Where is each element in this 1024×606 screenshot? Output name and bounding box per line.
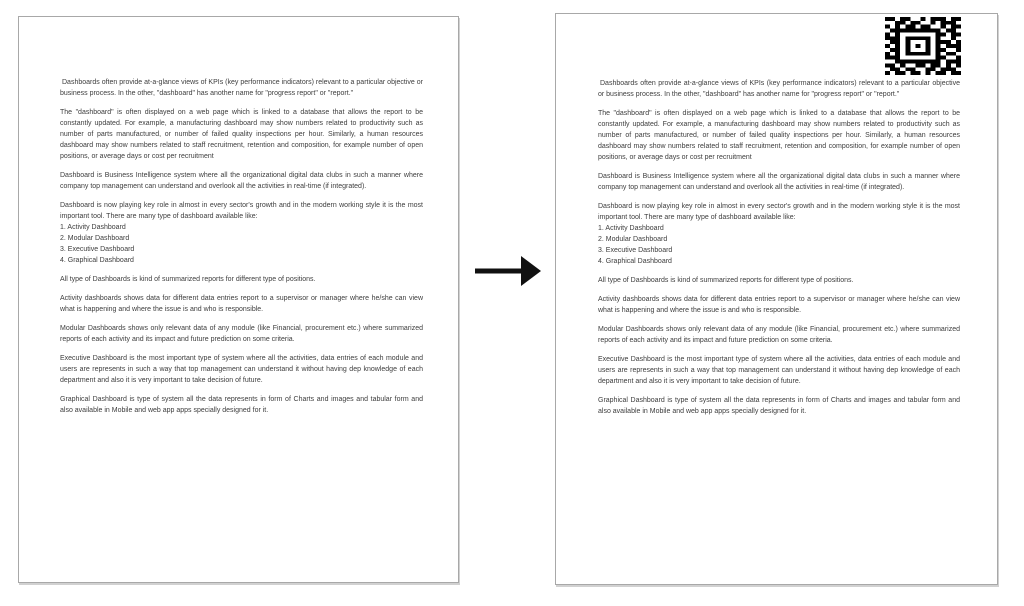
paragraph: All type of Dashboards is kind of summarized reports for different type of positions. (598, 277, 854, 284)
paragraph: Graphical Dashboard is type of system all the data represents in form of Charts and images and tabular form and also available in Mobile and web app apps specially designed for it. (60, 396, 423, 414)
list-line: 4. Graphical Dashboard (60, 257, 134, 264)
paragraph: Graphical Dashboard is type of system all the data represents in form of Charts and images and tabular form and also available in Mobile and web app apps specially designed for it. (598, 397, 960, 415)
list-line: 2. Modular Dashboard (60, 235, 130, 242)
paragraph: Dashboards often provide at-a-glance views of KPIs (key performance indicators) relevant to a particular objective or business process. In the other, "dashboard" has another name for "progress report" or "report." (598, 80, 960, 98)
document-text-before (60, 77, 423, 424)
paragraph: Activity dashboards shows data for different data entries report to a supervisor or manager where he/she can view what is happening and where the issue is and who is responsible. (60, 295, 423, 313)
paragraph: Dashboard is Business Intelligence system where all the organizational digital data clubs in such a manner where company top management can understand and overlook all the activities in real-time (if integrated). (60, 172, 423, 190)
paragraph: Dashboard is now playing key role in almost in every sector's growth and in the modern working style it is the most important tool. There are many type of dashboard available like: (598, 203, 960, 221)
paragraph: Activity dashboards shows data for different data entries report to a supervisor or manager where he/she can view what is happening and where the issue is and who is responsible. (598, 296, 960, 314)
list-line: 1. Activity Dashboard (60, 224, 126, 231)
paragraph: Dashboard is now playing key role in almost in every sector's growth and in the modern working style it is the most important tool. There are many type of dashboard available like: (60, 202, 423, 220)
aztec-barcode (885, 17, 961, 75)
paragraph: The "dashboard" is often displayed on a web page which is linked to a database that allows the report to be constantly updated. For example, a manufacturing dashboard may show numbers related to productivity such as number of parts manufactured, or number of failed quality inspections per hour. Similarly, a human resources dashboard may show numbers related to staff recruitment, retention and composition, for example number of open positions, or average days or cost per recruitment (60, 109, 423, 160)
paragraph: Modular Dashboards shows only relevant data of any module (like Financial, procurement etc.) where summarized reports of each activity and its impact and future prediction on some criteria. (598, 326, 960, 344)
paragraph: Executive Dashboard is the most important type of system where all the activities, data entries of each module and users are represents in such a way that top management can understand it without having dep knowledge of each department and also it is very important to take decision of future. (598, 356, 960, 385)
list-line: 3. Executive Dashboard (598, 247, 673, 254)
list-line: 4. Graphical Dashboard (598, 258, 672, 265)
page-after (555, 13, 998, 585)
paragraph: Dashboard is Business Intelligence system where all the organizational digital data clubs in such a manner where company top management can understand and overlook all the activities in real-time (if integrated). (598, 173, 960, 191)
page-before (18, 16, 459, 583)
paragraph: All type of Dashboards is kind of summarized reports for different type of positions. (60, 276, 316, 283)
list-line: 1. Activity Dashboard (598, 225, 664, 232)
document-text-after (598, 78, 960, 425)
list-line: 2. Modular Dashboard (598, 236, 668, 243)
paragraph: Dashboards often provide at-a-glance views of KPIs (key performance indicators) relevant to a particular objective or business process. In the other, "dashboard" has another name for "progress report" or "report." (60, 79, 423, 97)
list-line: 3. Executive Dashboard (60, 246, 135, 253)
paragraph: Executive Dashboard is the most important type of system where all the activities, data entries of each module and users are represents in such a way that top management can understand it without having dep knowledge of each department and also it is very important to take decision of future. (60, 355, 423, 384)
arrow-right-icon (473, 252, 543, 290)
paragraph: Modular Dashboards shows only relevant data of any module (like Financial, procurement etc.) where summarized reports of each activity and its impact and future prediction on some criteria. (60, 325, 423, 343)
paragraph: The "dashboard" is often displayed on a web page which is linked to a database that allows the report to be constantly updated. For example, a manufacturing dashboard may show numbers related to productivity such as number of parts manufactured, or number of failed quality inspections per hour. Similarly, a human resources dashboard may show numbers related to staff recruitment, retention and composition, for example number of open positions, or average days or cost per recruitment (598, 110, 960, 161)
